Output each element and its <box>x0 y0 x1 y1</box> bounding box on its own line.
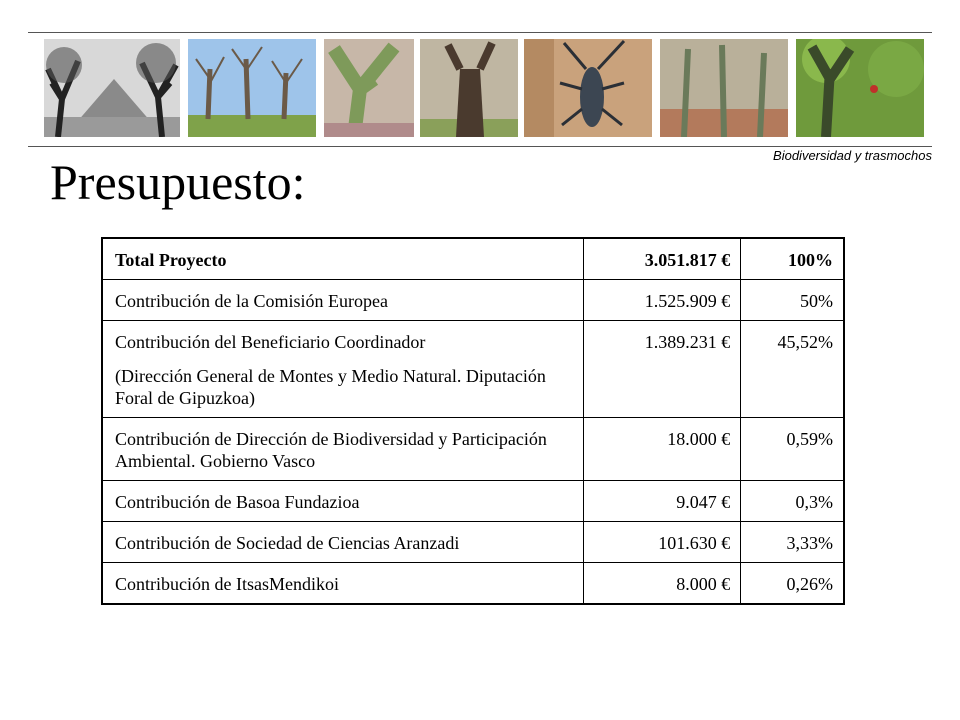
row-label: Total Proyecto <box>102 238 583 280</box>
row-amount: 1.389.231 € <box>583 321 740 418</box>
beech-trees-meadow-photo <box>188 39 316 137</box>
beech-forest-autumn-photo <box>660 39 788 137</box>
rosalia-beetle-photo <box>524 39 652 137</box>
table-row <box>102 522 844 563</box>
row-amount: 8.000 € <box>583 563 740 605</box>
header-subtitle: Biodiversidad y trasmochos <box>773 148 932 163</box>
row-label: Contribución de la Comisión Europea <box>102 280 583 321</box>
table-row <box>102 481 844 522</box>
table-row-total <box>102 238 844 280</box>
table-row <box>102 280 844 321</box>
row-amount: 9.047 € <box>583 481 740 522</box>
hollow-trunk-photo <box>420 39 518 137</box>
row-amount: 101.630 € <box>583 522 740 563</box>
table-row <box>102 418 844 481</box>
row-label: Contribución de Sociedad de Ciencias Aranzadi <box>102 522 583 563</box>
row-percent: 3,33% <box>741 522 844 563</box>
budget-table <box>101 237 845 605</box>
table-row <box>102 563 844 605</box>
row-amount: 1.525.909 € <box>583 280 740 321</box>
table-row <box>102 321 844 418</box>
row-sublabel: (Dirección General de Montes y Medio Natural. Diputación Foral de Gipuzkoa) <box>115 366 546 408</box>
row-percent: 50% <box>741 280 844 321</box>
row-percent: 100% <box>741 238 844 280</box>
page-title: Presupuesto: <box>50 154 306 210</box>
row-percent: 0,26% <box>741 563 844 605</box>
green-forest-trunk-photo <box>796 39 924 137</box>
header-top-rule <box>28 32 932 33</box>
header-bottom-rule <box>28 146 932 147</box>
row-amount: 18.000 € <box>583 418 740 481</box>
row-label: Contribución de ItsasMendikoi <box>102 563 583 605</box>
row-label: Contribución de Basoa Fundazioa <box>102 481 583 522</box>
row-label: Contribución de Dirección de Biodiversidad y Participación Ambiental. Gobierno Vasco <box>102 418 583 481</box>
bw-pollard-trees-photo <box>44 39 180 137</box>
row-percent: 0,59% <box>741 418 844 481</box>
row-label-cell <box>102 321 583 418</box>
row-percent: 0,3% <box>741 481 844 522</box>
row-percent: 45,52% <box>741 321 844 418</box>
mossy-pollard-trunk-photo <box>324 39 414 137</box>
row-amount: 3.051.817 € <box>583 238 740 280</box>
row-label: Contribución del Beneficiario Coordinador <box>115 332 426 352</box>
